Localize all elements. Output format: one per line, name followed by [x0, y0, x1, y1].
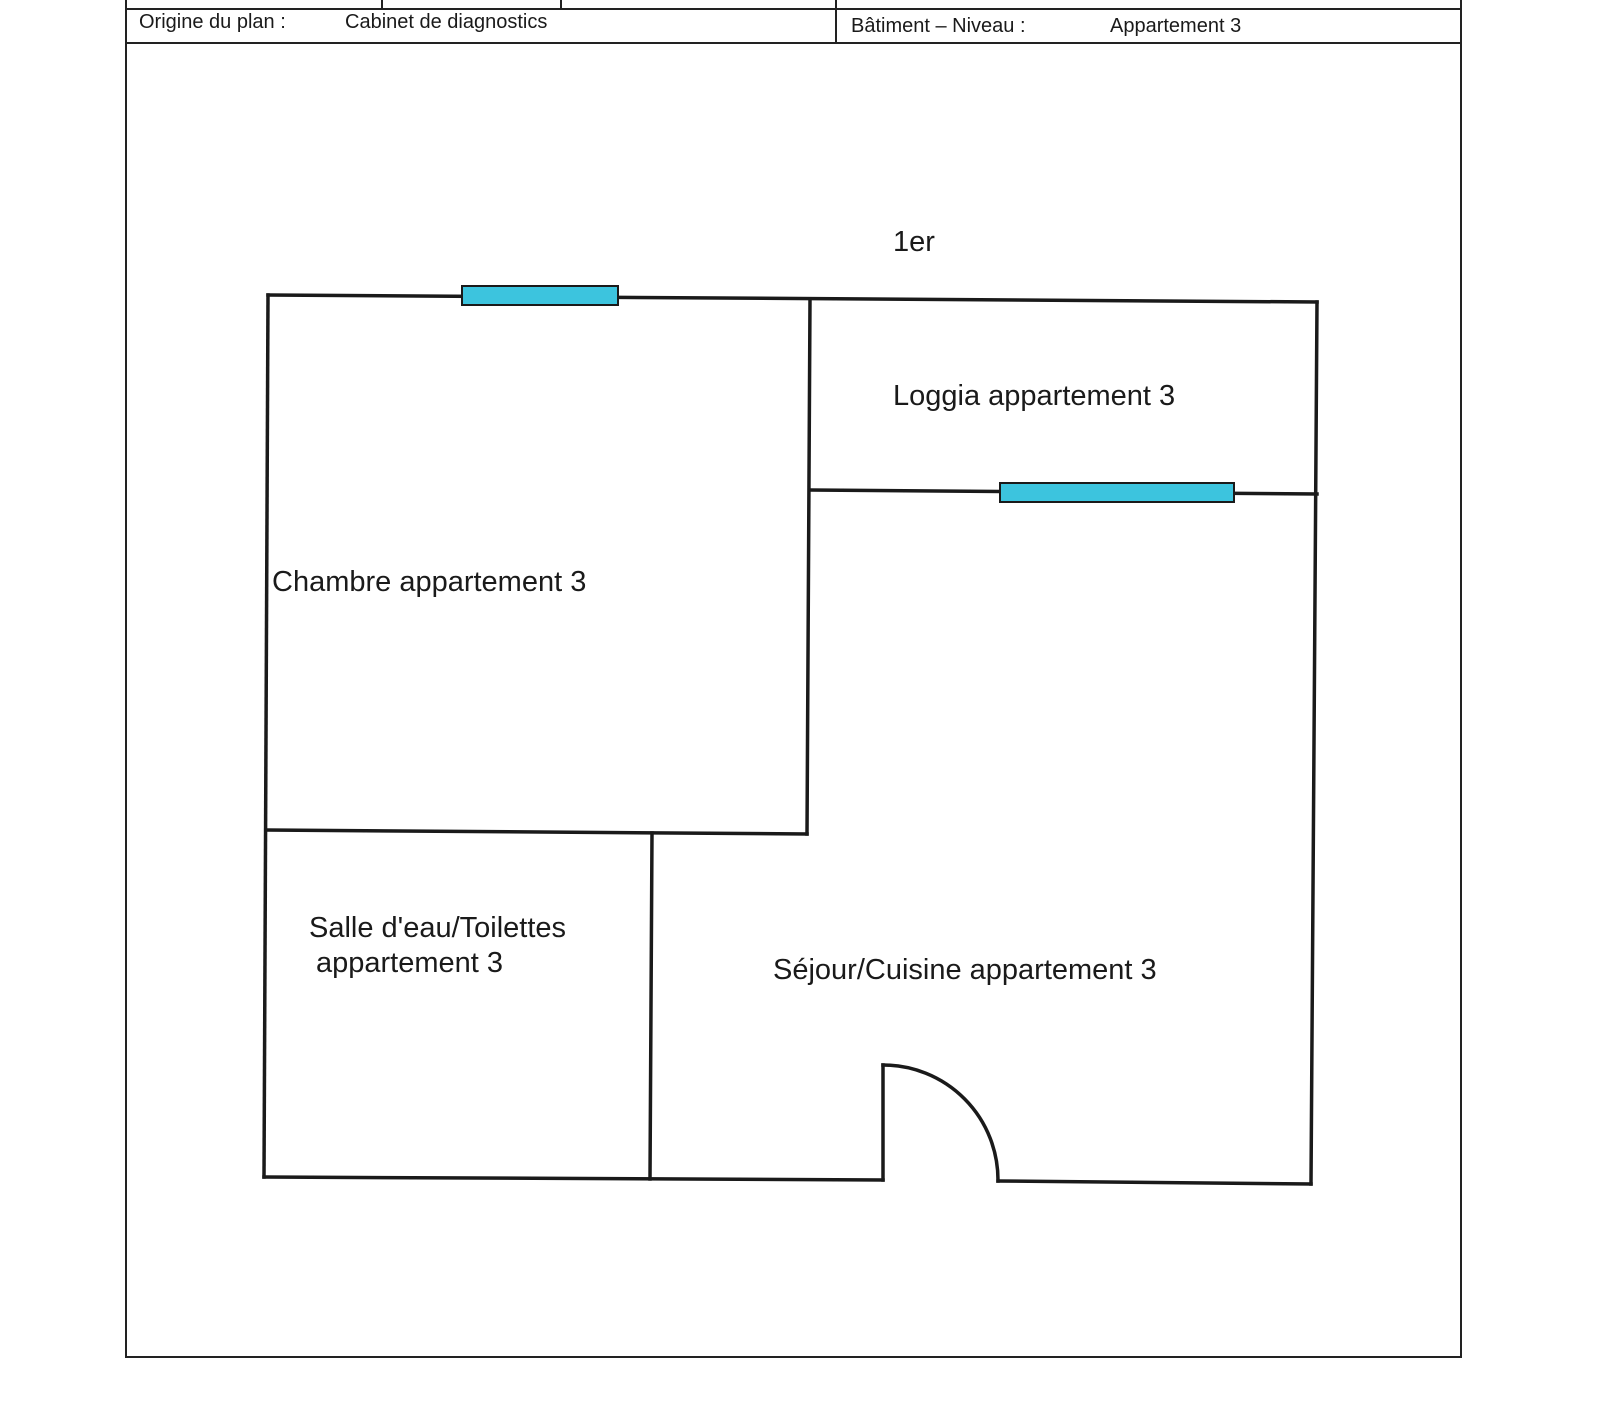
wall-chambre-bottom — [266, 830, 807, 834]
wall-bottom-left — [264, 1177, 883, 1180]
origin-label: Origine du plan : — [139, 11, 286, 33]
wall-salle-right — [650, 833, 652, 1179]
origin-value: Cabinet de diagnostics — [345, 11, 548, 33]
building-value: Appartement 3 — [1110, 15, 1242, 37]
window-loggia — [1000, 483, 1234, 502]
wall-bottom-right — [998, 1181, 1311, 1184]
wall-chambre-right — [807, 299, 810, 834]
wall-right — [1311, 302, 1317, 1184]
walls — [264, 295, 1317, 1184]
floor-label: 1er — [893, 226, 935, 258]
door-swing — [883, 1065, 998, 1181]
room-label-chambre: Chambre appartement 3 — [272, 566, 587, 598]
room-label-salle: appartement 3 — [316, 947, 504, 979]
window-chambre — [462, 286, 618, 305]
room-label-loggia: Loggia appartement 3 — [893, 380, 1176, 412]
wall-left — [264, 295, 268, 1177]
wall-top — [268, 295, 1317, 302]
room-label-sejour: Séjour/Cuisine appartement 3 — [773, 954, 1157, 986]
room-label-salle: Salle d'eau/Toilettes — [309, 912, 567, 944]
building-label: Bâtiment – Niveau : — [851, 15, 1026, 37]
